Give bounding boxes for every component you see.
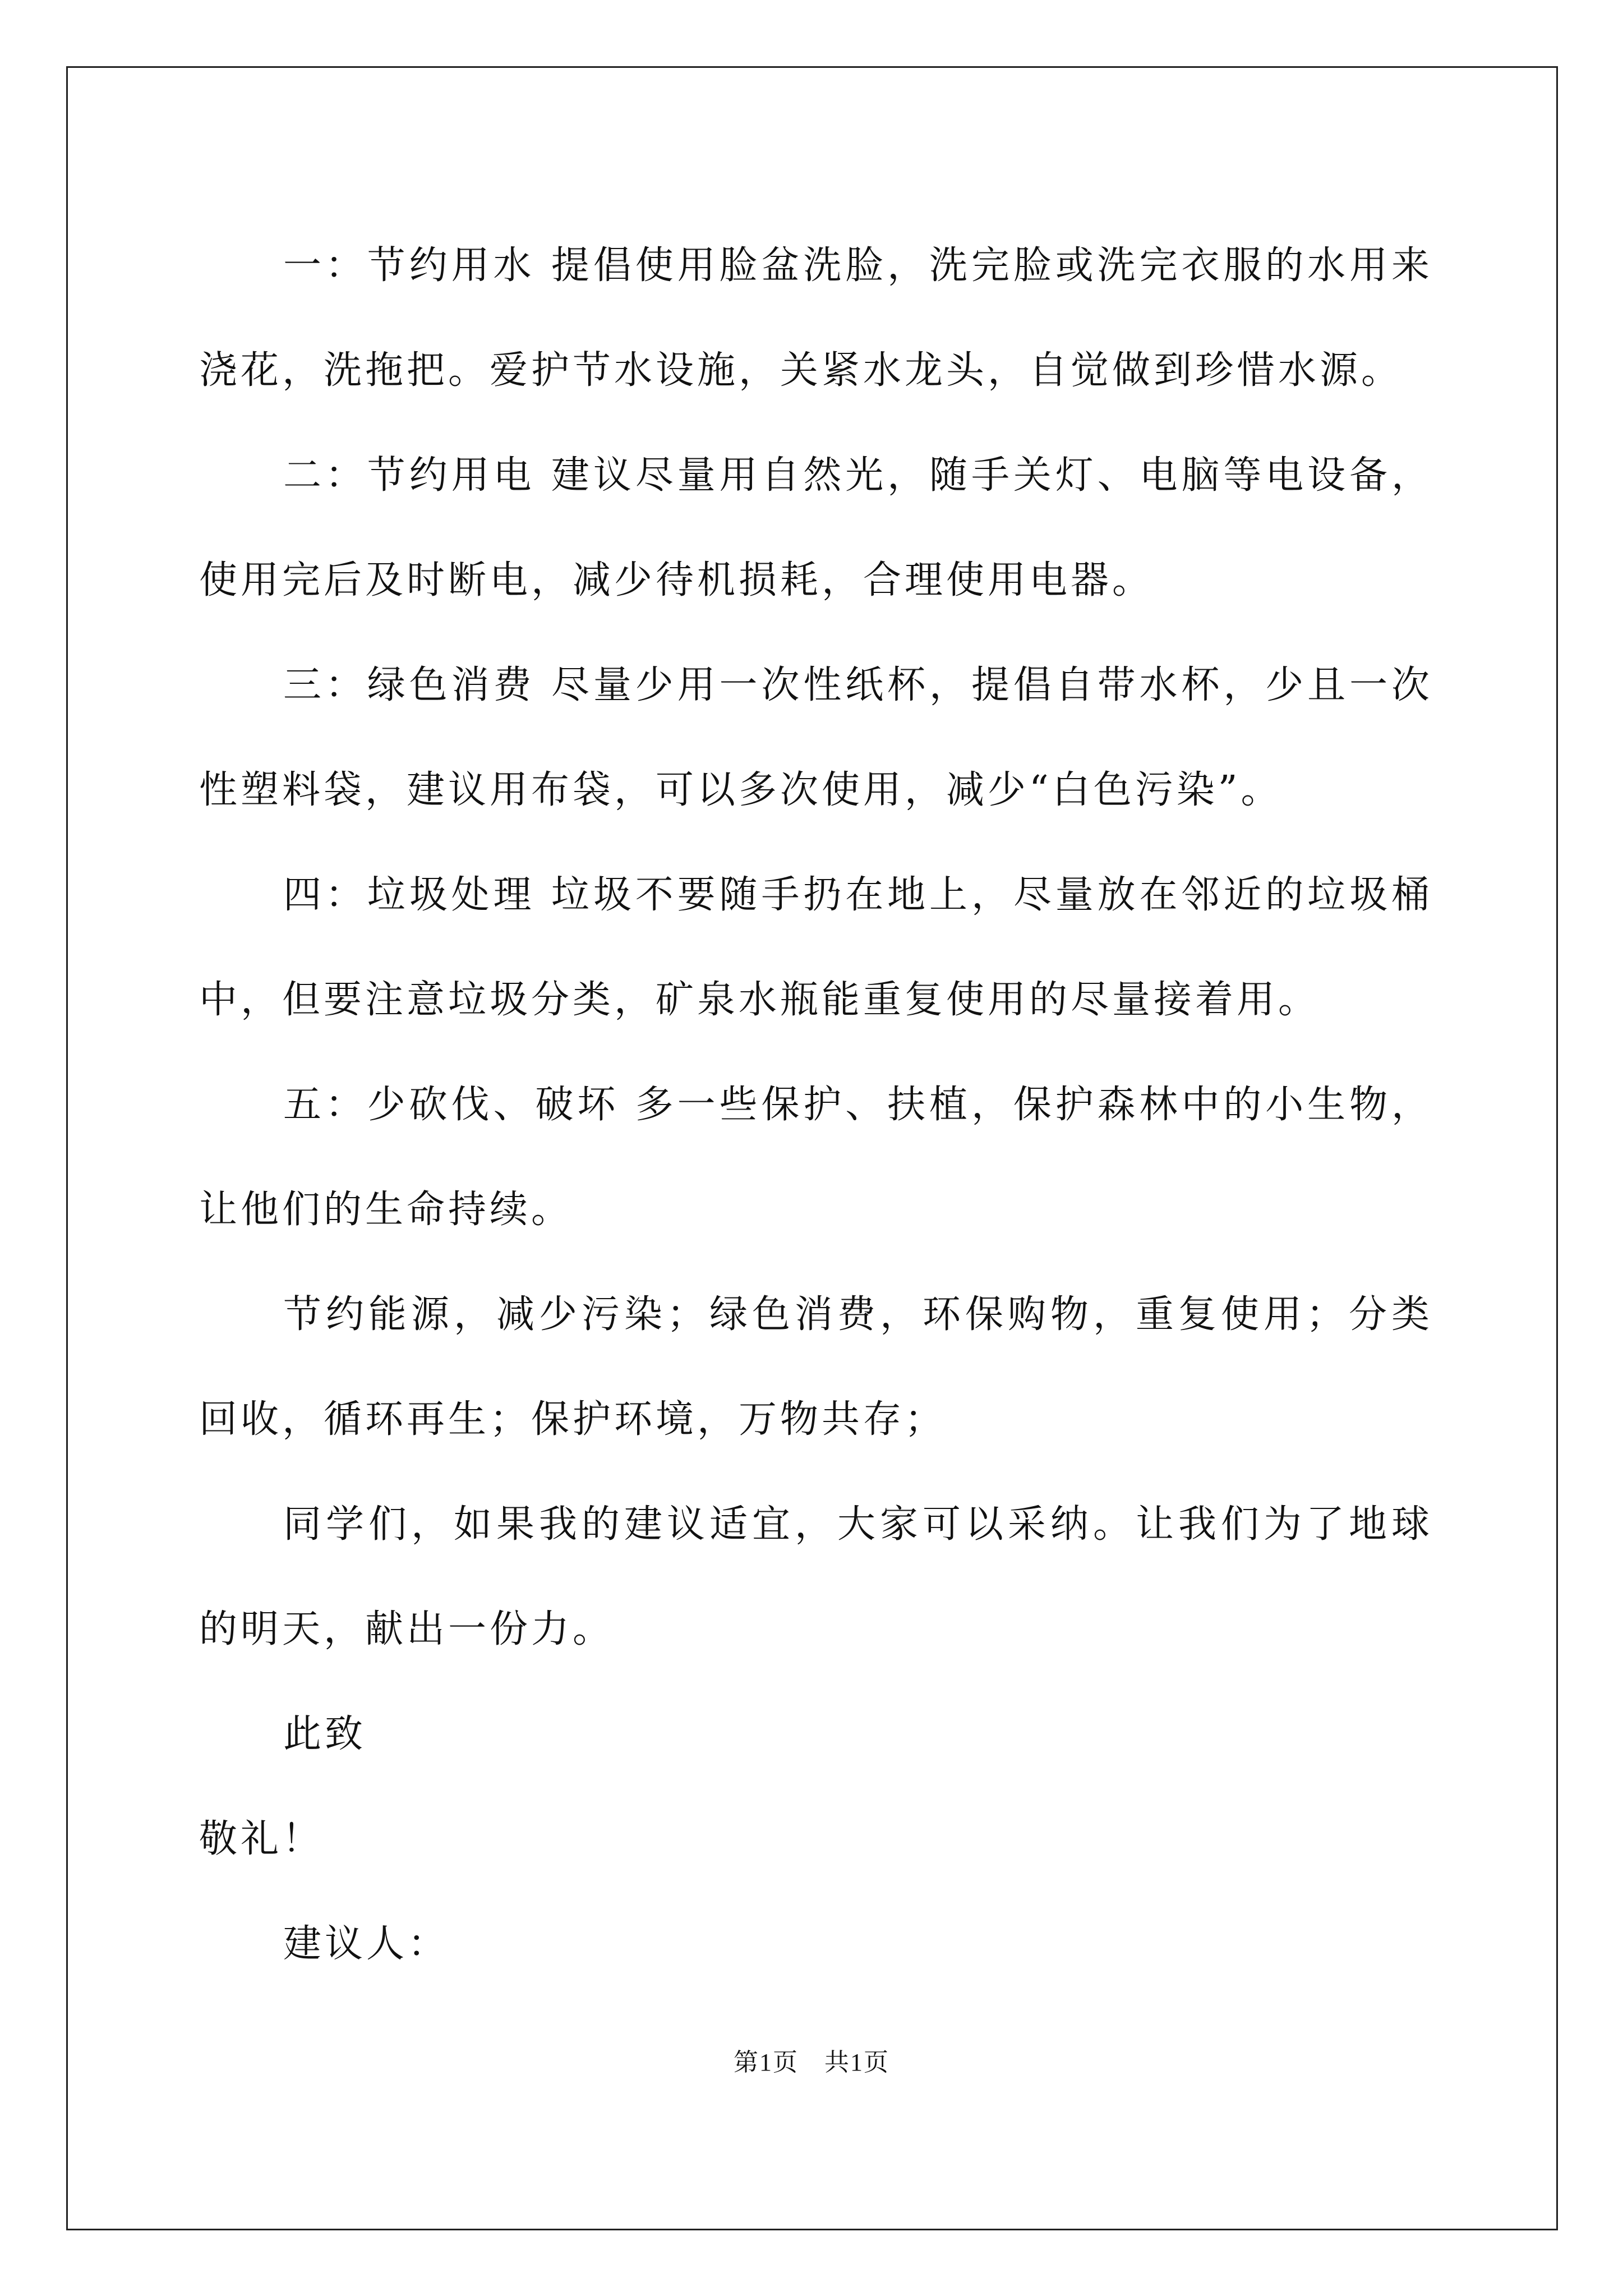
paragraph-green-consumption: 三：绿色消费 尽量少用一次性纸杯，提倡自带水杯，少且一次性塑料袋，建议用布袋，可以多次使用，减少“白色污染”。 xyxy=(199,663,1433,812)
document-body xyxy=(199,213,1433,1996)
closing-salutation: 此致 xyxy=(283,1712,367,1756)
paragraph-appeal: 同学们，如果我的建议适宜，大家可以采纳。让我们为了地球的明天，献出一份力。 xyxy=(199,1502,1433,1651)
page-footer: 第1页 共1页 xyxy=(734,2049,889,2076)
closing-regards: 敬礼！ xyxy=(199,1817,324,1861)
paragraph-water: 一：节约用水 提倡使用脸盆洗脸，洗完脸或洗完衣服的水用来浇花，洗拖把。爱护节水设施，关紧水龙头，自觉做到珍惜水源。 xyxy=(199,243,1433,393)
paragraph-electricity: 二：节约用电 建议尽量用自然光，随手关灯、电脑等电设备，使用完后及时断电，减少待机损耗，合理使用电器。 xyxy=(199,453,1433,602)
signature-line: 建议人： xyxy=(283,1922,450,1966)
paragraph-garbage: 四：垃圾处理 垃圾不要随手扔在地上，尽量放在邻近的垃圾桶中，但要注意垃圾分类，矿泉水瓶能重复使用的尽量接着用。 xyxy=(199,873,1433,1022)
paragraph-slogan: 节约能源，减少污染；绿色消费，环保购物，重复使用；分类回收，循环再生；保护环境，万物共存； xyxy=(199,1292,1433,1442)
paragraph-forest: 五：少砍伐、破坏 多一些保护、扶植，保护森林中的小生物，让他们的生命持续。 xyxy=(199,1083,1433,1232)
